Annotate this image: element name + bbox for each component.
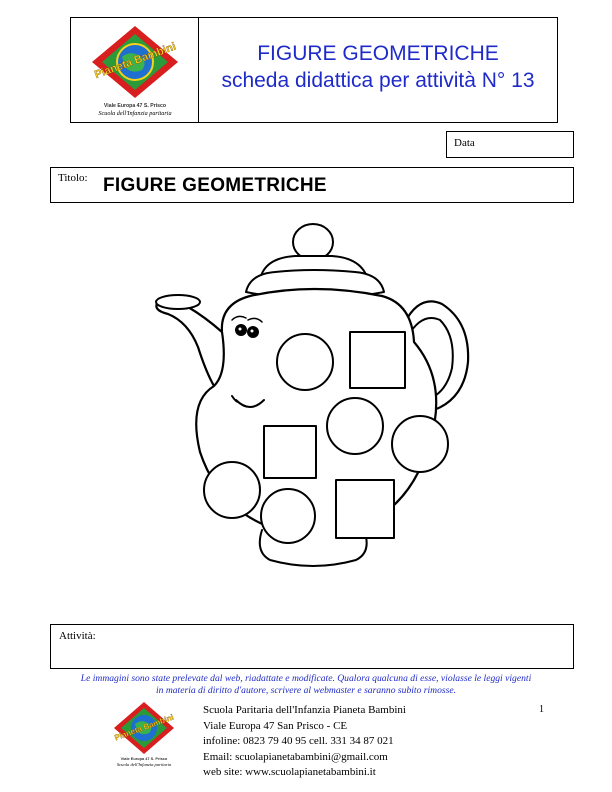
titolo-value: FIGURE GEOMETRICHE [103, 175, 327, 196]
shape-square-3 [336, 480, 394, 538]
shape-circle-3 [392, 416, 448, 472]
shape-circle-2 [327, 398, 383, 454]
shape-circle-1 [277, 334, 333, 390]
header-title-line2: scheda didattica per attività N° 13 [221, 69, 535, 92]
footer-email[interactable]: Email: scuolapianetabambini@gmail.com [203, 750, 388, 763]
page-number: 1 [539, 704, 544, 715]
copyright-disclaimer [30, 673, 582, 697]
school-logo [78, 24, 192, 118]
titolo-label: Titolo: [58, 172, 88, 184]
header-divider [198, 17, 199, 123]
attivita-label: Attività: [59, 630, 96, 642]
header-title-line1: FIGURE GEOMETRICHE [257, 42, 499, 65]
disclaimer-line1: Le immagini sono state prelevate dal web, riadattate e modificate. Qualora qualcuna di esse, violasse le leggi vigenti [80, 673, 532, 684]
school-logo-line1: Viale Europa 47 S. Prisco [103, 103, 167, 109]
footer-school: Scuola Paritaria dell'Infanzia Pianeta Bambini [203, 704, 406, 716]
footer-contact [203, 703, 406, 781]
footer-phone: infoline: 0823 79 40 95 cell. 331 34 87 021 [203, 735, 394, 747]
footer-website[interactable]: web site: www.scuolapianetabambini.it [203, 766, 376, 778]
shape-square-1 [350, 332, 405, 388]
shape-circle-4 [204, 462, 260, 518]
footer-logo [104, 700, 184, 768]
school-logo-graphic [78, 24, 192, 118]
teapot-spout [156, 299, 222, 386]
school-logo-name: Pianeta Bambini [93, 40, 178, 82]
data-label: Data [454, 137, 475, 149]
school-logo-line2: Scuola dell'Infanzia paritaria [98, 110, 172, 117]
footer-logo-name: Pianeta Bambini [113, 712, 175, 743]
footer-address: Viale Europa 47 San Prisco - CE [203, 719, 348, 732]
teapot-illustration [150, 212, 470, 582]
attivita-field[interactable] [50, 624, 574, 669]
header-title [200, 40, 556, 94]
shape-square-2 [264, 426, 316, 478]
data-field[interactable] [446, 131, 574, 158]
footer-logo-line1: Viale Europa 47 S. Prisco [120, 756, 168, 761]
footer-logo-graphic [104, 700, 184, 768]
teapot-knob [293, 224, 333, 260]
footer-logo-line2: Scuola dell'Infanzia paritaria [116, 762, 172, 767]
disclaimer-line2: in materia di diritto d'autore, scrivere al webmaster e saranno subito rimosse. [155, 685, 457, 696]
shape-circle-5 [261, 489, 315, 543]
